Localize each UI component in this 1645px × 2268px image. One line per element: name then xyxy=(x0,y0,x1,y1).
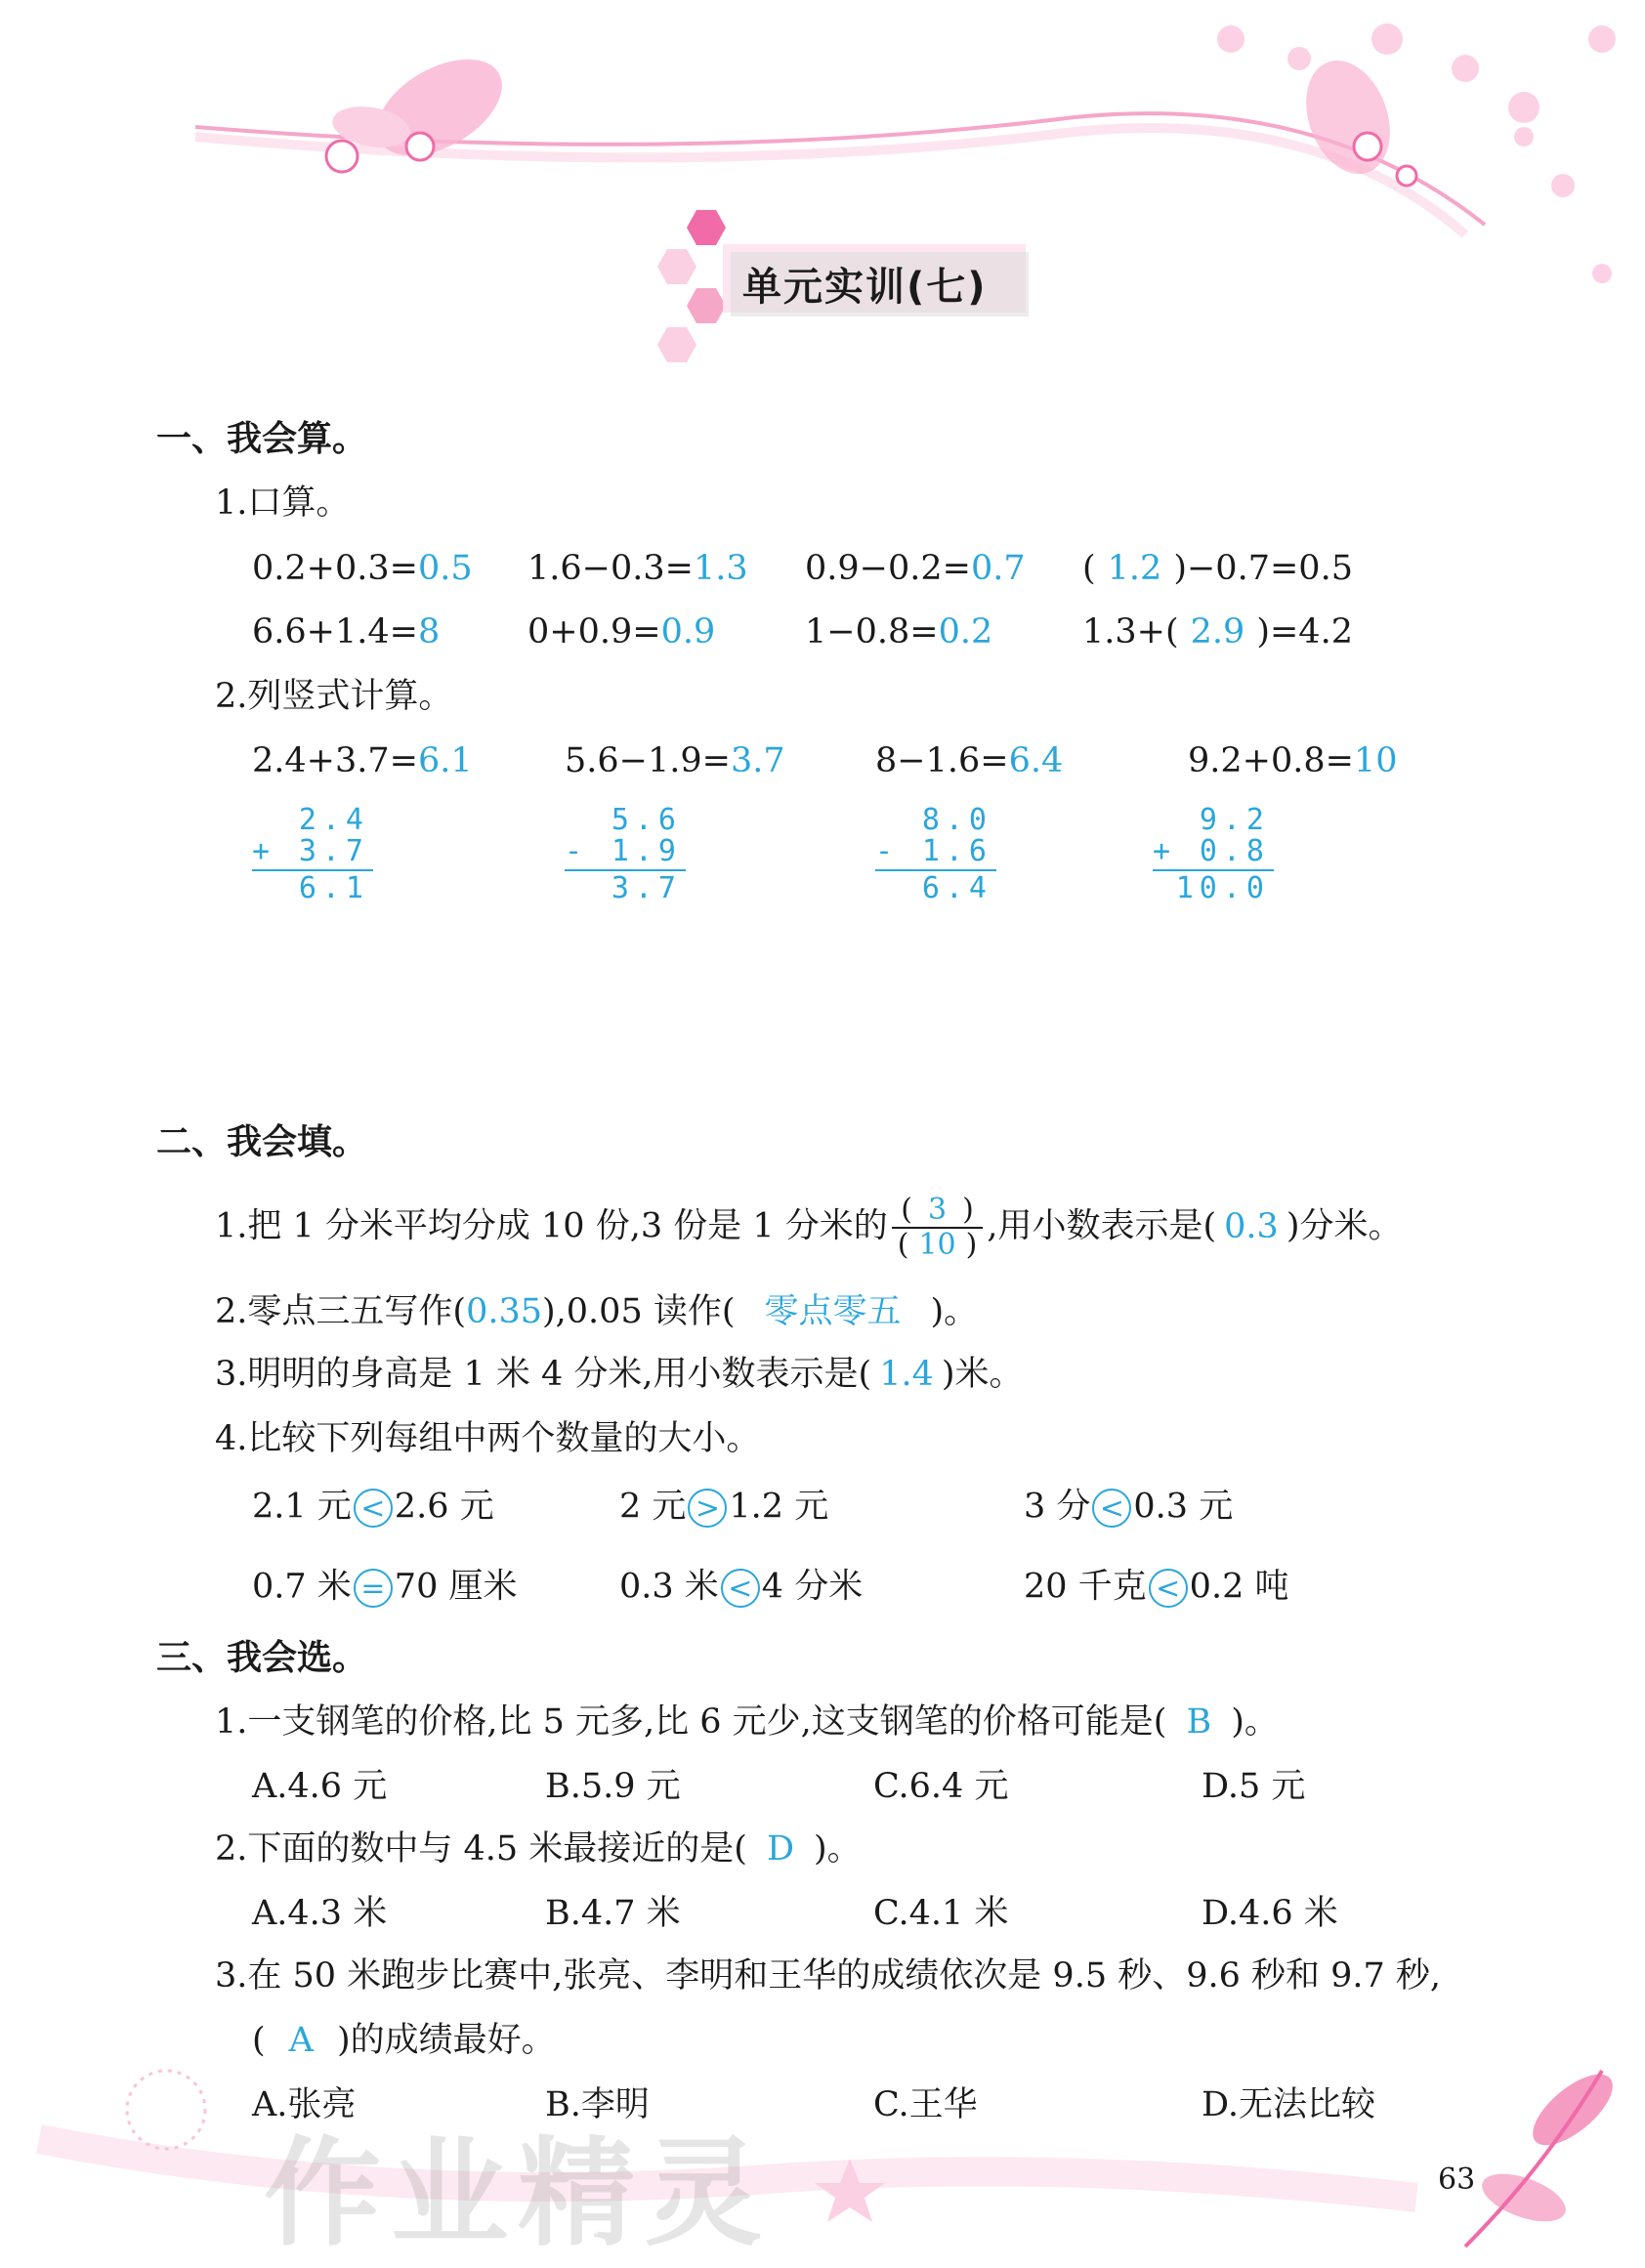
q1-label: 1.口算。 xyxy=(215,483,351,523)
vertical-calc: 5.6 - 1.9 3.7 xyxy=(565,805,686,904)
option: B.4.7 米 xyxy=(545,1894,681,1933)
option: A.张亮 xyxy=(252,2085,357,2124)
option: C.4.1 米 xyxy=(873,1894,1009,1933)
compare-item: 3 分 < 0.3 元 xyxy=(1024,1487,1234,1527)
vertical-calc: 2.4 + 3.7 6.1 xyxy=(252,805,373,904)
written-item: 8−1.6=6.4 xyxy=(875,741,1064,780)
compare-item: 2.1 元 < 2.6 元 xyxy=(252,1487,494,1527)
choice-q1: 1.一支钢笔的价格,比 5 元多,比 6 元少,这支钢笔的价格可能是( B )。 xyxy=(215,1702,1279,1742)
written-item: 9.2+0.8=10 xyxy=(1188,741,1398,780)
oral-item: 0.2+0.3=0.5 xyxy=(252,549,473,588)
section-1-heading: 一、我会算。 xyxy=(156,419,368,459)
fill-q1: 1.把 1 分米平均分成 10 份,3 份是 1 分米的 $\frac{( 3 )}{( 10 )}$ ,用小数表示是( 0.3 )分米。 xyxy=(215,1193,1403,1262)
footer-decoration xyxy=(0,2051,1645,2263)
choice-q2: 2.下面的数中与 4.5 米最接近的是( D )。 xyxy=(215,1829,862,1869)
oral-item: 1−0.8=0.2 xyxy=(805,612,993,651)
fill-q3: 3.明明的身高是 1 米 4 分米,用小数表示是( 1.4 )米。 xyxy=(215,1355,1024,1394)
oral-item: 0.9−0.2=0.7 xyxy=(805,549,1026,588)
vertical-calc: 8.0 - 1.6 6.4 xyxy=(875,805,996,904)
choice-q3-line1: 3.在 50 米跑步比赛中,张亮、李明和王华的成绩依次是 9.5 秒、9.6 秒和 9.7 秒, xyxy=(215,1956,1442,1995)
section-2-heading: 二、我会填。 xyxy=(156,1122,368,1162)
compare-item: 0.7 米 = 70 厘米 xyxy=(252,1567,518,1607)
option: C.6.4 元 xyxy=(873,1767,1009,1806)
page-number: 63 xyxy=(1438,2163,1476,2197)
fill-q2: 2.零点三五写作(0.35),0.05 读作( 零点零五 )。 xyxy=(215,1292,979,1331)
section-3-heading: 三、我会选。 xyxy=(156,1638,368,1678)
written-item: 2.4+3.7=6.1 xyxy=(252,741,473,780)
oral-item: 1.3+( 2.9 )=4.2 xyxy=(1082,612,1353,651)
oral-item: ( 1.2 )−0.7=0.5 xyxy=(1082,549,1353,588)
vertical-calc: 9.2 + 0.8 10.0 xyxy=(1153,805,1274,904)
oral-item: 0+0.9=0.9 xyxy=(527,612,716,651)
compare-item: 0.3 米 < 4 分米 xyxy=(619,1567,864,1607)
fraction: $\frac{( 3 )}{( 10 )}$ xyxy=(892,1194,984,1262)
option: D.无法比较 xyxy=(1202,2085,1375,2124)
q2-label: 2.列竖式计算。 xyxy=(215,677,453,716)
option: B.李明 xyxy=(545,2085,650,2124)
fill-q4-label: 4.比较下列每组中两个数量的大小。 xyxy=(215,1419,761,1458)
choice-q3-line2: ( A )的成绩最好。 xyxy=(252,2021,556,2060)
option: A.4.6 元 xyxy=(252,1767,388,1806)
option: C.王华 xyxy=(873,2085,978,2124)
compare-item: 20 千克 < 0.2 吨 xyxy=(1024,1567,1289,1607)
oral-item: 6.6+1.4=8 xyxy=(252,612,441,651)
header-decoration xyxy=(0,0,1645,371)
oral-item: 1.6−0.3=1.3 xyxy=(527,549,748,588)
option: D.4.6 米 xyxy=(1202,1894,1338,1933)
watermark: 作业精灵 xyxy=(264,2126,772,2262)
option: D.5 元 xyxy=(1202,1767,1306,1806)
option: B.5.9 元 xyxy=(545,1767,681,1806)
written-item: 5.6−1.9=3.7 xyxy=(565,741,785,780)
compare-item: 2 元 > 1.2 元 xyxy=(619,1487,829,1527)
option: A.4.3 米 xyxy=(252,1894,388,1933)
page-title: 单元实训(七) xyxy=(742,265,988,310)
